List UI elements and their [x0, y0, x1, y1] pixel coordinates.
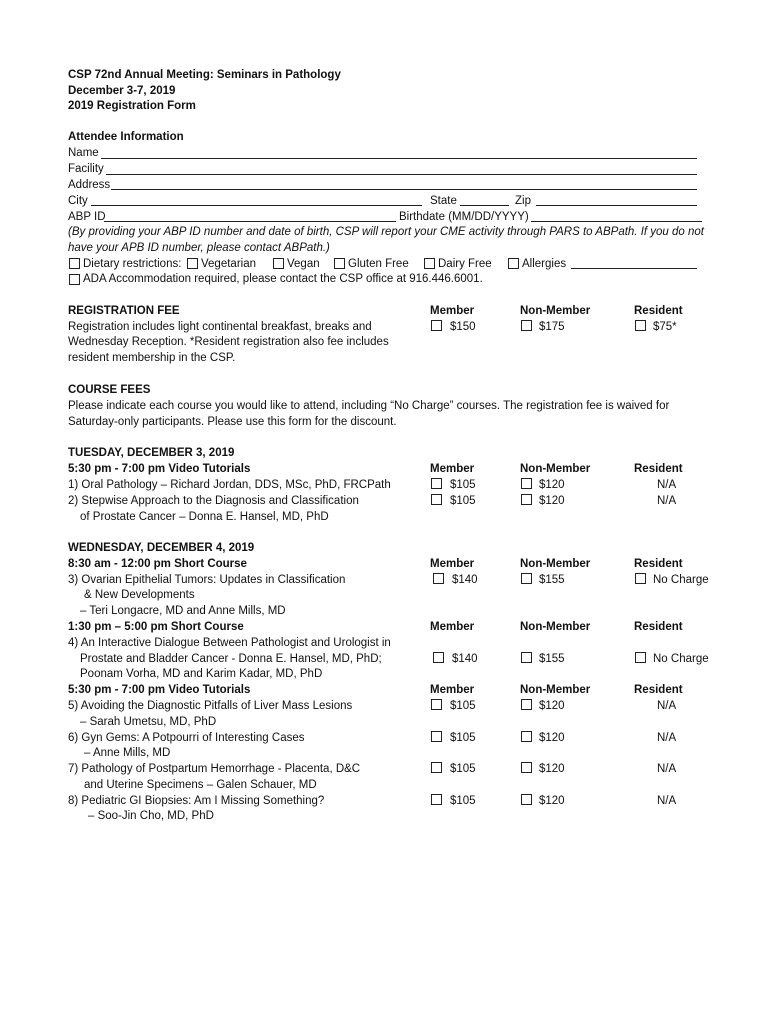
dairy-free-checkbox[interactable]: [424, 258, 435, 269]
course-8-nonmember-checkbox[interactable]: [521, 794, 532, 805]
course-8-member-checkbox[interactable]: [431, 794, 442, 805]
dietary-label: Dietary restrictions:: [83, 258, 182, 270]
course-6-member-checkbox[interactable]: [431, 731, 442, 742]
zip-label: Zip: [515, 195, 531, 207]
tue-resident-header: Resident: [634, 463, 683, 475]
course-4-resident-checkbox[interactable]: [635, 652, 646, 663]
ada-label: ADA Accommodation required, please contact the CSP office at 916.446.6001.: [83, 273, 483, 285]
course-7-resident-price: N/A: [657, 763, 677, 775]
form-title: 2019 Registration Form: [68, 100, 196, 112]
course-2-nonmember-checkbox[interactable]: [521, 494, 532, 505]
ada-checkbox[interactable]: [69, 274, 80, 285]
name-label: Name: [68, 147, 99, 159]
course-4-resident-price: No Charge: [653, 653, 709, 665]
wed3-nonmember-header: Non-Member: [520, 684, 591, 696]
course-4-nonmember-checkbox[interactable]: [521, 652, 532, 663]
course-3-nonmember-checkbox[interactable]: [521, 573, 532, 584]
allergies-label: Allergies: [522, 258, 567, 270]
wednesday-session-1: 8:30 am - 12:00 pm Short Course: [68, 558, 247, 570]
reg-nonmember-checkbox[interactable]: [521, 320, 532, 331]
course-8-resident-price: N/A: [657, 795, 677, 807]
allergies-checkbox[interactable]: [508, 258, 519, 269]
attendee-heading: Attendee Information: [68, 131, 184, 143]
course-2-title-cont: of Prostate Cancer – Donna E. Hansel, MD, PhD: [80, 511, 329, 523]
reg-resident-header: Resident: [634, 305, 683, 317]
course-3-member-checkbox[interactable]: [433, 573, 444, 584]
course-2-member-price: $105: [450, 495, 476, 507]
course-4-title: 4) An Interactive Dialogue Between Pathologist and Urologist in: [68, 637, 391, 649]
course-3-title: 3) Ovarian Epithelial Tumors: Updates in Classification: [68, 574, 346, 586]
wed2-nonmember-header: Non-Member: [520, 621, 591, 633]
wed3-resident-header: Resident: [634, 684, 683, 696]
course-5-nonmember-checkbox[interactable]: [521, 699, 532, 710]
course-4-nonmember-price: $155: [539, 653, 565, 665]
birthdate-label: Birthdate (MM/DD/YYYY): [399, 211, 529, 223]
tue-nonmember-header: Non-Member: [520, 463, 591, 475]
course-4-member-checkbox[interactable]: [433, 652, 444, 663]
course-3-nonmember-price: $155: [539, 574, 565, 586]
abp-id-label: ABP ID: [68, 211, 106, 223]
facility-label: Facility: [68, 163, 104, 175]
course-fees-desc-2: Saturday-only participants. Please use this form for the discount.: [68, 416, 397, 428]
course-5-member-price: $105: [450, 700, 476, 712]
registration-desc-2: Wednesday Reception. *Resident registration also fee includes: [68, 336, 389, 348]
vegetarian-checkbox[interactable]: [187, 258, 198, 269]
registration-desc-3: resident membership in the CSP.: [68, 352, 236, 364]
course-3-resident-checkbox[interactable]: [635, 573, 646, 584]
wednesday-session-2: 1:30 pm – 5:00 pm Short Course: [68, 621, 244, 633]
course-3-member-price: $140: [452, 574, 478, 586]
wed2-member-header: Member: [430, 621, 475, 633]
address-label: Address: [68, 179, 111, 191]
course-8-speaker: – Soo-Jin Cho, MD, PhD: [88, 810, 214, 822]
dietary-checkbox[interactable]: [69, 258, 80, 269]
meeting-dates: December 3-7, 2019: [68, 85, 176, 97]
course-1-nonmember-price: $120: [539, 479, 565, 491]
city-label: City: [68, 195, 88, 207]
allergies-field[interactable]: [571, 268, 697, 269]
reg-nonmember-price: $175: [539, 321, 565, 333]
wed1-resident-header: Resident: [634, 558, 683, 570]
name-field[interactable]: [101, 158, 697, 159]
gluten-free-label: Gluten Free: [348, 258, 409, 270]
abp-note-line1: (By providing your ABP ID number and date of birth, CSP will report your CME activity through PARS to ABPath. If you do not: [68, 226, 704, 238]
abp-note-line2: have your APB ID number, please contact ABPath.): [68, 242, 330, 254]
course-4-member-price: $140: [452, 653, 478, 665]
course-7-member-price: $105: [450, 763, 476, 775]
meeting-title: CSP 72nd Annual Meeting: Seminars in Pathology: [68, 69, 341, 81]
course-2-resident-price: N/A: [657, 495, 677, 507]
gluten-free-checkbox[interactable]: [334, 258, 345, 269]
wed1-member-header: Member: [430, 558, 475, 570]
address-field[interactable]: [111, 189, 697, 190]
course-6-member-price: $105: [450, 732, 476, 744]
course-5-title: 5) Avoiding the Diagnostic Pitfalls of Liver Mass Lesions: [68, 700, 353, 712]
course-1-resident-price: N/A: [657, 479, 677, 491]
wed1-nonmember-header: Non-Member: [520, 558, 591, 570]
course-4-speakers: Poonam Vorha, MD and Karim Kadar, MD, PhD: [80, 668, 323, 680]
course-fees-heading: COURSE FEES: [68, 384, 151, 396]
reg-nonmember-header: Non-Member: [520, 305, 591, 317]
course-2-member-checkbox[interactable]: [431, 494, 442, 505]
course-8-title: 8) Pediatric GI Biopsies: Am I Missing Something?: [68, 795, 325, 807]
course-6-resident-price: N/A: [657, 732, 677, 744]
course-3-resident-price: No Charge: [653, 574, 709, 586]
course-2-title: 2) Stepwise Approach to the Diagnosis and Classification: [68, 495, 359, 507]
course-3-speakers: – Teri Longacre, MD and Anne Mills, MD: [80, 605, 286, 617]
course-6-title: 6) Gyn Gems: A Potpourri of Interesting Cases: [68, 732, 305, 744]
vegan-label: Vegan: [287, 258, 320, 270]
vegetarian-label: Vegetarian: [201, 258, 256, 270]
reg-member-header: Member: [430, 305, 475, 317]
state-field[interactable]: [460, 205, 509, 206]
wednesday-session-3: 5:30 pm - 7:00 pm Video Tutorials: [68, 684, 251, 696]
course-6-speaker: – Anne Mills, MD: [84, 747, 171, 759]
reg-resident-price: $75*: [653, 321, 677, 333]
course-2-nonmember-price: $120: [539, 495, 565, 507]
course-7-title: 7) Pathology of Postpartum Hemorrhage - Placenta, D&C: [68, 763, 361, 775]
tuesday-heading: TUESDAY, DECEMBER 3, 2019: [68, 447, 235, 459]
reg-member-price: $150: [450, 321, 476, 333]
course-7-nonmember-price: $120: [539, 763, 565, 775]
course-1-member-price: $105: [450, 479, 476, 491]
course-1-title: 1) Oral Pathology – Richard Jordan, DDS, MSc, PhD, FRCPath: [68, 479, 391, 491]
birthdate-field[interactable]: [531, 221, 702, 222]
course-5-speaker: – Sarah Umetsu, MD, PhD: [80, 716, 217, 728]
course-8-nonmember-price: $120: [539, 795, 565, 807]
course-1-nonmember-checkbox[interactable]: [521, 478, 532, 489]
wednesday-heading: WEDNESDAY, DECEMBER 4, 2019: [68, 542, 255, 554]
course-3-title-cont: & New Developments: [84, 589, 195, 601]
registration-heading: REGISTRATION FEE: [68, 305, 180, 317]
course-5-member-checkbox[interactable]: [431, 699, 442, 710]
course-5-resident-price: N/A: [657, 700, 677, 712]
dairy-free-label: Dairy Free: [438, 258, 492, 270]
course-6-nonmember-checkbox[interactable]: [521, 731, 532, 742]
registration-desc-1: Registration includes light continental breakfast, breaks and: [68, 321, 372, 333]
vegan-checkbox[interactable]: [273, 258, 284, 269]
course-7-title-cont: and Uterine Specimens – Galen Schauer, MD: [84, 779, 317, 791]
course-8-member-price: $105: [450, 795, 476, 807]
tuesday-session: 5:30 pm - 7:00 pm Video Tutorials: [68, 463, 251, 475]
course-7-nonmember-checkbox[interactable]: [521, 762, 532, 773]
wed2-resident-header: Resident: [634, 621, 683, 633]
course-1-member-checkbox[interactable]: [431, 478, 442, 489]
course-5-nonmember-price: $120: [539, 700, 565, 712]
course-6-nonmember-price: $120: [539, 732, 565, 744]
state-label: State: [430, 195, 457, 207]
abp-id-field[interactable]: [104, 221, 396, 222]
reg-member-checkbox[interactable]: [431, 320, 442, 331]
course-7-member-checkbox[interactable]: [431, 762, 442, 773]
zip-field[interactable]: [536, 205, 697, 206]
city-field[interactable]: [91, 205, 422, 206]
reg-resident-checkbox[interactable]: [635, 320, 646, 331]
course-4-title-cont: Prostate and Bladder Cancer - Donna E. Hansel, MD, PhD;: [80, 653, 382, 665]
facility-field[interactable]: [106, 174, 697, 175]
tue-member-header: Member: [430, 463, 475, 475]
wed3-member-header: Member: [430, 684, 475, 696]
course-fees-desc-1: Please indicate each course you would like to attend, including “No Charge” courses. The registration fee is waived for: [68, 400, 670, 412]
